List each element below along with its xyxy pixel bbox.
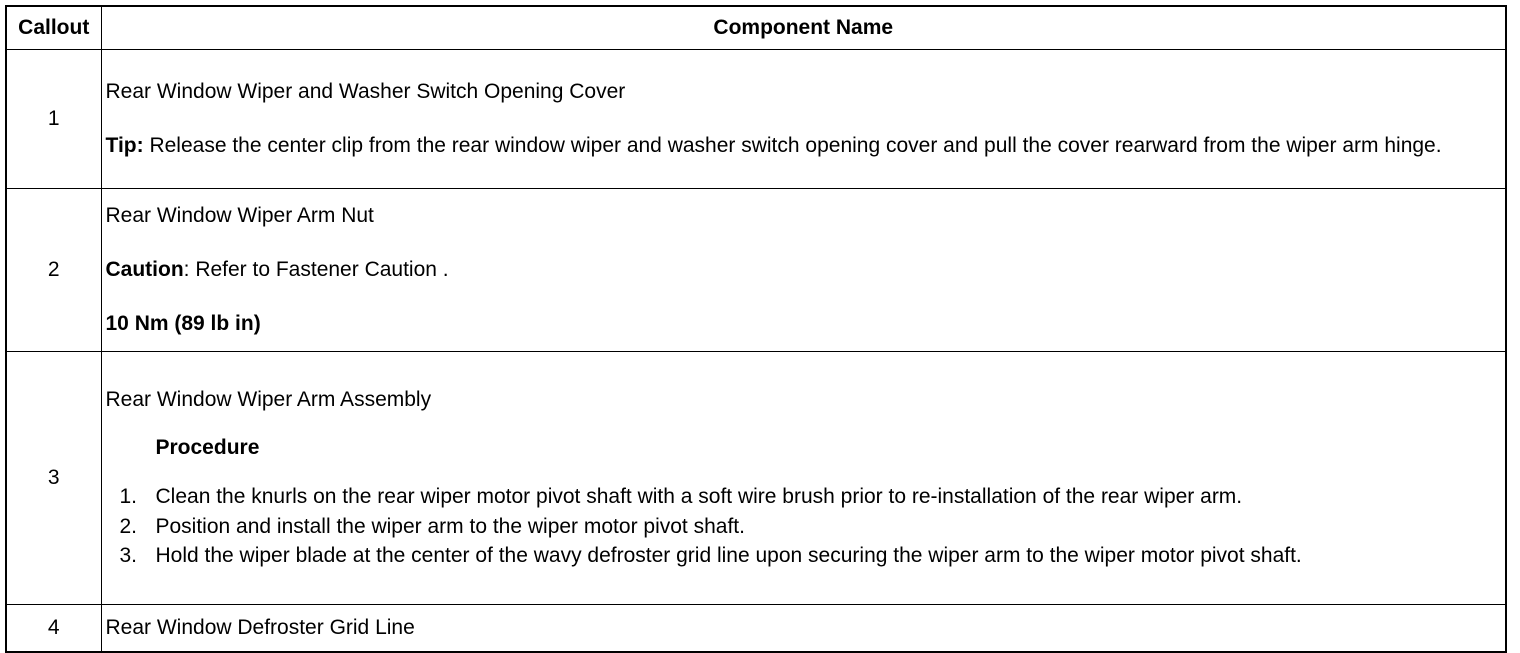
procedure-steps	[106, 482, 1498, 570]
callout-number: 1	[6, 50, 101, 189]
component-name: Rear Window Defroster Grid Line	[105, 616, 415, 639]
table-row	[6, 352, 1506, 605]
callout-number: 2	[6, 189, 101, 352]
callout-number: 3	[6, 352, 101, 605]
component-name: Rear Window Wiper Arm Assembly	[105, 388, 432, 411]
tip-text: Release the center clip from the rear window wiper and washer switch opening cover and pull the cover rearward from the wiper arm hinge.	[143, 134, 1442, 157]
list-item	[106, 542, 1498, 570]
step-text: Clean the knurls on the rear wiper motor pivot shaft with a soft wire brush prior to re-installation of the rear wiper arm.	[155, 485, 1243, 508]
caution-text: : Refer to Fastener Caution .	[183, 258, 449, 281]
table-row	[6, 50, 1506, 189]
torque-spec: 10 Nm (89 lb in)	[105, 312, 261, 335]
document-page	[5, 5, 1507, 653]
callout-column-header: Callout	[6, 6, 101, 50]
callout-table	[5, 5, 1507, 653]
component-cell	[101, 605, 1506, 653]
table-row	[6, 189, 1506, 352]
table-row	[6, 605, 1506, 653]
tip-label: Tip:	[105, 134, 144, 157]
component-name-column-header: Component Name	[101, 6, 1506, 50]
step-number: 2.	[119, 515, 138, 538]
caution-label: Caution	[105, 258, 184, 281]
step-number: 3.	[119, 544, 138, 567]
step-number: 1.	[119, 485, 138, 508]
step-text: Hold the wiper blade at the center of the wavy defroster grid line upon securing the wiper arm to the wiper motor pivot shaft.	[155, 544, 1302, 567]
list-item	[106, 512, 1498, 542]
component-name: Rear Window Wiper Arm Nut	[105, 204, 374, 227]
callout-number: 4	[6, 605, 101, 653]
table-header-row	[6, 6, 1506, 50]
component-cell	[101, 50, 1506, 189]
component-cell	[101, 189, 1506, 352]
component-cell	[101, 352, 1506, 605]
step-text: Position and install the wiper arm to the wiper motor pivot shaft.	[155, 515, 745, 538]
procedure-heading: Procedure	[155, 436, 260, 459]
list-item	[106, 482, 1498, 512]
caution-note	[106, 255, 1498, 285]
component-name: Rear Window Wiper and Washer Switch Opening Cover	[105, 80, 626, 103]
tip-note	[106, 131, 1498, 161]
